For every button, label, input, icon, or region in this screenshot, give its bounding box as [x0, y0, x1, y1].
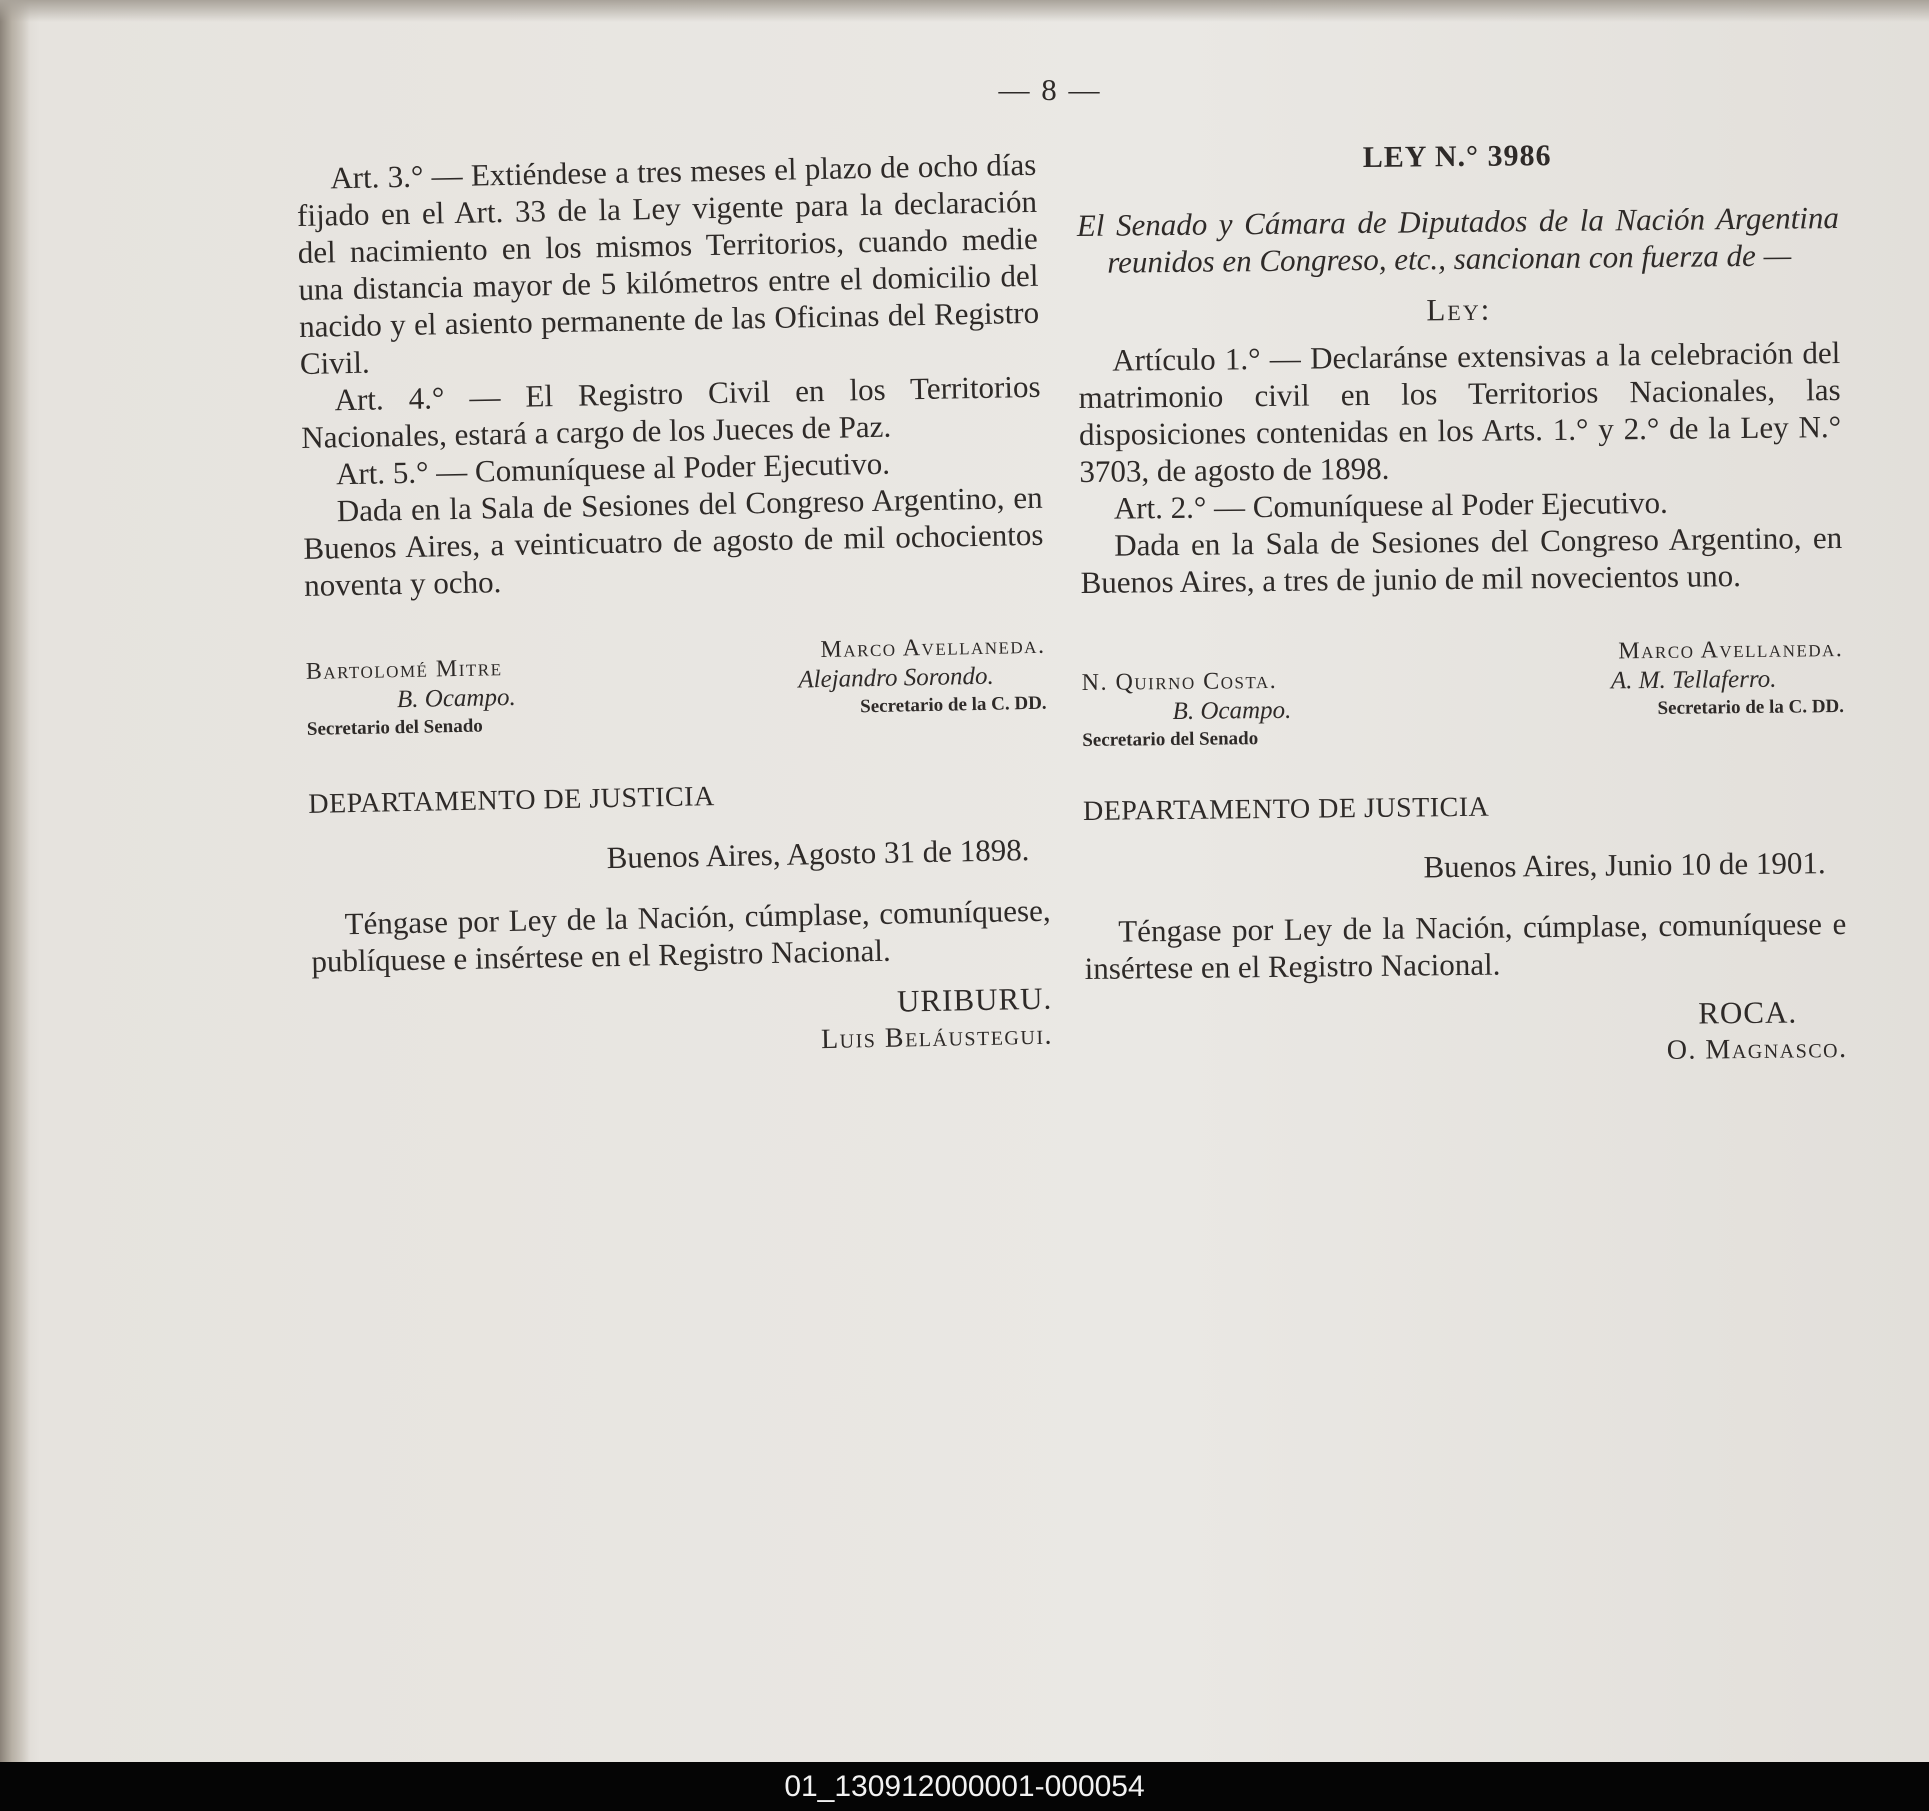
senate-signature [306, 652, 608, 742]
signature-block [305, 632, 1047, 756]
article-5: Art. 5.° — Comuníquese al Poder Ejecutivo. [335, 445, 891, 492]
president-signature: ROCA. [1698, 994, 1798, 1031]
article-2: Art. 2.° — Comuníquese al Poder Ejecutivo. [1113, 484, 1668, 526]
decree-text: Téngase por Ley de la Nación, cúmplase, comuníquese e insértese en el Registro Nacional. [1084, 905, 1847, 986]
senate-secretary-name: B. Ocampo. [396, 683, 516, 714]
signature-block [1081, 635, 1844, 753]
department-heading: DEPARTAMENTO DE JUSTICIA [308, 781, 715, 820]
executive-signature [1085, 993, 1848, 1075]
senate-president-name: N. Quirno Costa. [1081, 667, 1278, 696]
ley-label: Ley: [1426, 291, 1492, 328]
chamber-secretary-role: Secretario de la C. DD. [859, 692, 1047, 718]
chamber-secretary-name: A. M. Tellaferro. [1610, 665, 1777, 695]
chamber-secretary-role: Secretario de la C. DD. [1657, 695, 1845, 719]
chamber-president-name: Marco Avellaneda. [1618, 635, 1844, 665]
department-heading: DEPARTAMENTO DE JUSTICIA [1082, 791, 1490, 827]
image-label-bar: 01_130912000001-000054 [0, 1762, 1929, 1811]
decree-text: Téngase por Ley de la Nación, cúmplase, comuníquese, publíquese e insértese en el Registro Nacional. [311, 892, 1051, 979]
minister-signature: O. Magnasco. [1666, 1032, 1848, 1066]
minister-signature: Luis Beláustegui. [820, 1019, 1054, 1056]
decree-date: Buenos Aires, Junio 10 de 1901. [1423, 845, 1826, 885]
senate-secretary-role: Secretario del Senado [306, 715, 484, 740]
executive-signature [312, 980, 1053, 1068]
preamble: El Senado y Cámara de Diputados de la Nación Argentina reunidos en Congreso, etc., sancionan con fuerza de — [1076, 200, 1840, 280]
senate-signature [1082, 666, 1383, 753]
senate-secretary-role: Secretario del Senado [1082, 728, 1259, 751]
chamber-secretary-name: Alejandro Sorondo. [798, 662, 994, 694]
article-3: Art. 3.° — Extiéndese a tres meses el plazo de ocho días fijado en el Art. 33 de la Ley vigente para la declaración del nacimiento en los mismos Territorios, cuando medie una distancia mayor de 5 kilómetros entre el domicilio del nacido y el asiento permanente de las Oficinas del Registro Civil. [296, 146, 1040, 381]
chamber-president-name: Marco Avellaneda. [820, 632, 1046, 664]
right-column [1076, 134, 1848, 1075]
decree-date: Buenos Aires, Agosto 31 de 1898. [606, 832, 1030, 876]
left-column [296, 146, 1053, 1068]
law-heading: LEY N.° 3986 [1362, 139, 1552, 174]
chamber-signature [1543, 635, 1844, 722]
enactment-paragraph: Dada en la Sala de Sesiones del Congreso Argentino, en Buenos Aires, a veinticuatro de agosto de mil ochocientos noventa y ocho. [303, 479, 1044, 603]
senate-president-name: Bartolomé Mitre [305, 655, 503, 685]
page-number: — 8 — [998, 72, 1102, 107]
senate-secretary-name: B. Ocampo. [1172, 696, 1292, 726]
chamber-signature [745, 632, 1047, 722]
article-4: Art. 4.° — El Registro Civil en los Territorios Nacionales, estará a cargo de los Jueces de Paz. [300, 368, 1041, 455]
enactment-paragraph: Dada en la Sala de Sesiones del Congreso Argentino, en Buenos Aires, a tres de junio de mil novecientos uno. [1080, 519, 1843, 600]
article-1: Artículo 1.° — Declaránse extensivas a la celebración del matrimonio civil en los Territorios Nacionales, las disposiciones contenidas en los Arts. 1.° y 2.° de la Ley N.° 3703, de agosto de 1898. [1078, 335, 1842, 489]
president-signature: URIBURU. [896, 980, 1053, 1019]
